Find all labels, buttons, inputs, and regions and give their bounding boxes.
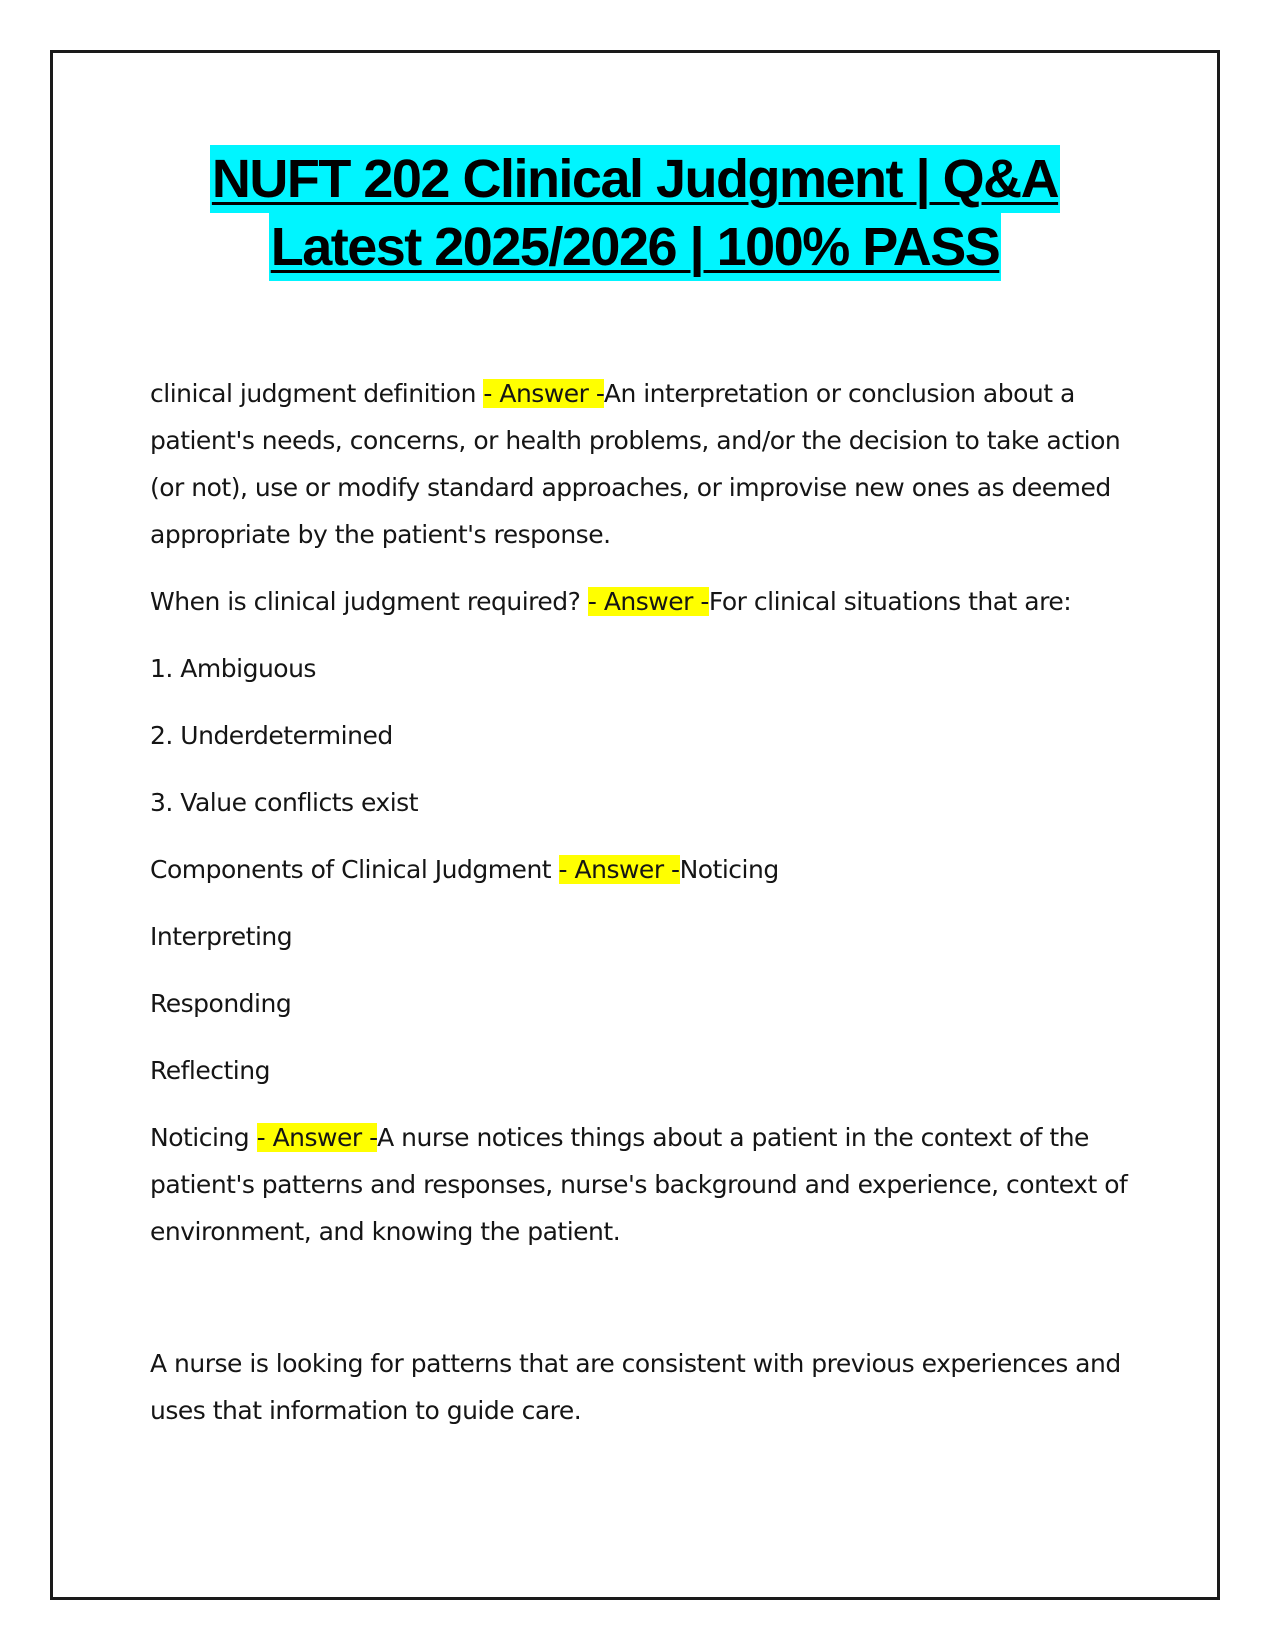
noticing-followup: A nurse is looking for patterns that are consistent with previous experiences and uses that information to guide care.: [150, 1349, 1121, 1425]
title-line-1: NUFT 202 Clinical Judgment | Q&A: [210, 145, 1060, 213]
qa-definition: [150, 370, 1135, 558]
title-line-2: Latest 2025/2026 | 100% PASS: [269, 213, 1002, 281]
qa-required: [150, 578, 1135, 625]
answer-marker: - Answer -: [587, 587, 709, 616]
document-title: [53, 145, 1217, 281]
answer-text: An interpretation or conclusion about a patient's needs, concerns, or health problems, and/or the decision to take action (or not), use or modify standard approaches, or improvise new ones as deemed appropriate by the patient's response.: [150, 379, 1121, 549]
situation-item: 3. Value conflicts exist: [150, 788, 419, 817]
question-term: Noticing: [150, 1123, 257, 1152]
situation-item: 2. Underdetermined: [150, 721, 393, 750]
qa-components: [150, 846, 1135, 893]
question-term: Components of Clinical Judgment: [150, 855, 559, 884]
answer-marker: - Answer -: [256, 1123, 378, 1152]
answer-text: For clinical situations that are:: [708, 587, 1072, 616]
document-body: [150, 370, 1135, 1454]
answer-text: A nurse notices things about a patient in the context of the patient's patterns and responses, nurse's background and experience, context of environment, and knowing the patient.: [150, 1123, 1128, 1246]
answer-marker: - Answer -: [483, 379, 604, 408]
answer-text: Noticing: [679, 855, 779, 884]
question-term: clinical judgment definition: [150, 379, 484, 408]
qa-noticing: [150, 1114, 1135, 1255]
question-term: When is clinical judgment required?: [150, 587, 588, 616]
component-item: Responding: [150, 989, 292, 1018]
component-item: Interpreting: [150, 922, 293, 951]
situation-item: 1. Ambiguous: [150, 654, 316, 683]
component-item: Reflecting: [150, 1056, 270, 1085]
answer-marker: - Answer -: [558, 855, 680, 884]
spacer: [150, 1275, 1135, 1340]
